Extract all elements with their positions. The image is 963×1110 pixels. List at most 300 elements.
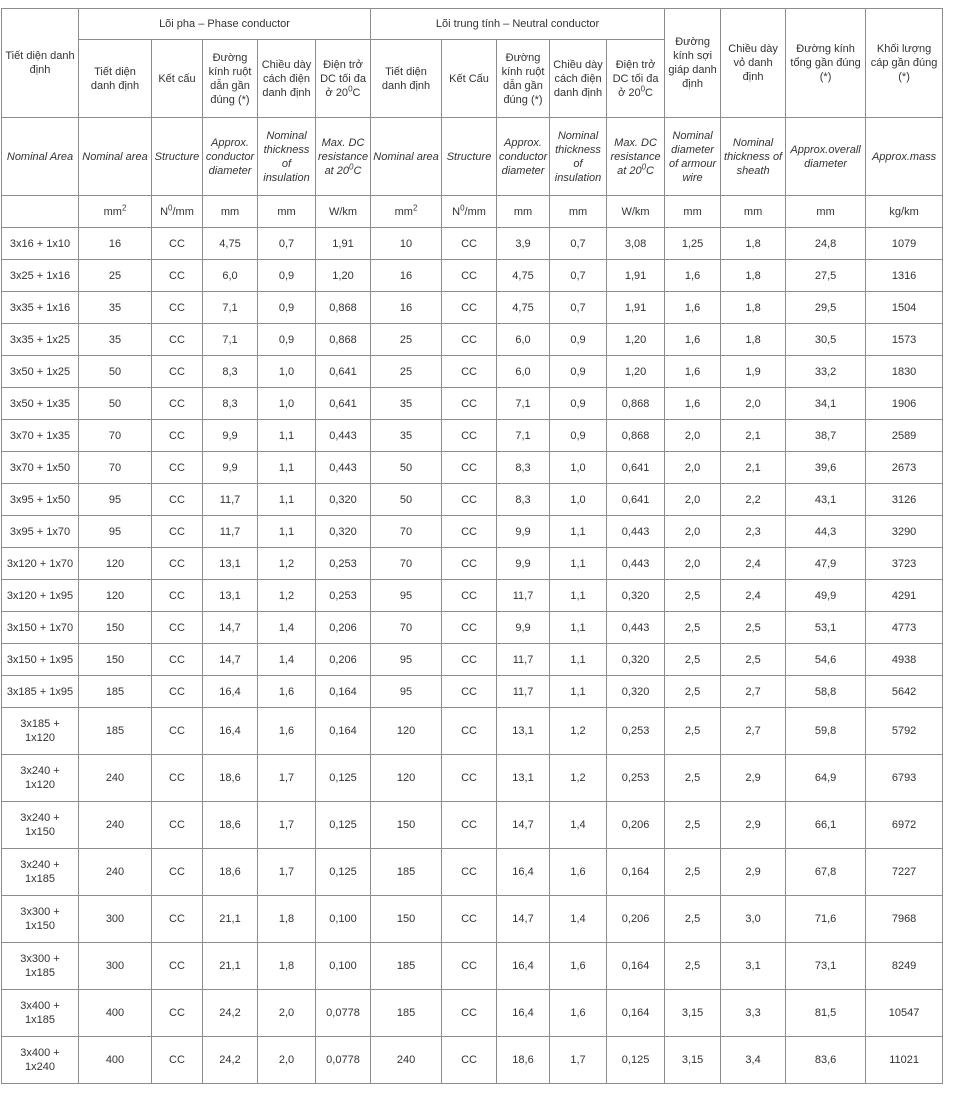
header-phase-diameter-en: Approx. conductor diameter [203,118,258,196]
cell-neutral-resistance: 1,20 [607,356,665,388]
cell-phase-insulation: 1,2 [258,580,316,612]
unit-neutral-area-sup: 2 [412,202,418,212]
cell-phase-diameter: 8,3 [203,388,258,420]
cell-phase-area: 240 [79,755,152,802]
unit-phase-structure-post: /mm [172,205,194,218]
header-neutral-resistance-en-text: Max. DC resistance at 20 [610,136,661,177]
cell-mass: 7227 [866,849,943,896]
unit-neutral-structure-post: /mm [464,205,486,218]
header-row-groups [2,9,943,40]
cell-phase-structure: CC [152,580,203,612]
unit-phase-area-text: mm [103,205,122,218]
cell-overall-diameter: 39,6 [786,452,866,484]
cell-sheath-thickness: 2,9 [721,802,786,849]
cell-neutral-area: 25 [371,324,442,356]
header-sheath-en: Nominal thickness of sheath [721,118,786,196]
cell-phase-insulation: 1,1 [258,516,316,548]
cell-phase-diameter: 24,2 [203,990,258,1037]
cell-sheath-thickness: 2,1 [721,452,786,484]
cell-phase-diameter: 14,7 [203,612,258,644]
header-phase-structure-vi: Kết cấu [152,40,203,118]
cell-phase-diameter: 6,0 [203,260,258,292]
cell-phase-insulation: 1,1 [258,484,316,516]
cell-neutral-area: 150 [371,896,442,943]
header-neutral-structure-en: Structure [442,118,497,196]
cell-sheath-thickness: 2,0 [721,388,786,420]
table-row [2,896,943,943]
cell-neutral-insulation: 1,6 [550,943,607,990]
cell-phase-resistance: 0,443 [316,452,371,484]
cell-neutral-area: 35 [371,420,442,452]
cell-phase-diameter: 11,7 [203,484,258,516]
table-row [2,644,943,676]
header-nominal-area-en: Nominal Area [2,118,79,196]
cell-neutral-diameter: 14,7 [497,896,550,943]
cell-neutral-insulation: 0,7 [550,260,607,292]
cell-neutral-structure: CC [442,356,497,388]
cell-armour-diameter: 2,5 [665,708,721,755]
cell-neutral-diameter: 9,9 [497,612,550,644]
header-phase-insulation-vi: Chiều dày cách điện danh định [258,40,316,118]
table-row [2,228,943,260]
cell-overall-diameter: 30,5 [786,324,866,356]
header-neutral-resistance-vi-unit: C [645,86,653,99]
cell-phase-insulation: 1,7 [258,802,316,849]
cell-neutral-diameter: 8,3 [497,484,550,516]
header-neutral-diameter-vi: Đường kính ruột dẫn gần đúng (*) [497,40,550,118]
cell-phase-resistance: 0,0778 [316,1037,371,1084]
cell-neutral-insulation: 1,2 [550,755,607,802]
cell-phase-area: 120 [79,580,152,612]
header-nominal-area-vi: Tiết diện danh định [2,9,79,118]
cell-phase-resistance: 0,868 [316,324,371,356]
cell-mass: 1079 [866,228,943,260]
cell-armour-diameter: 1,25 [665,228,721,260]
header-neutral-resistance-en [607,118,665,196]
cell-neutral-resistance: 0,443 [607,516,665,548]
cell-neutral-structure: CC [442,802,497,849]
table-row [2,708,943,755]
cell-neutral-diameter: 7,1 [497,420,550,452]
cell-neutral-insulation: 1,1 [550,548,607,580]
cell-neutral-area: 185 [371,849,442,896]
cell-cable-size: 3x35 + 1x16 [2,292,79,324]
cell-neutral-resistance: 0,868 [607,420,665,452]
table-row [2,612,943,644]
cell-neutral-insulation: 1,7 [550,1037,607,1084]
cell-neutral-insulation: 1,1 [550,516,607,548]
cell-phase-structure: CC [152,676,203,708]
cell-phase-diameter: 11,7 [203,516,258,548]
cell-neutral-insulation: 1,1 [550,612,607,644]
cell-phase-diameter: 9,9 [203,452,258,484]
cell-phase-area: 25 [79,260,152,292]
cell-neutral-diameter: 11,7 [497,644,550,676]
cell-sheath-thickness: 3,0 [721,896,786,943]
cell-neutral-area: 35 [371,388,442,420]
cell-phase-area: 400 [79,990,152,1037]
cell-armour-diameter: 2,0 [665,484,721,516]
unit-neutral-insulation: mm [550,196,607,228]
cell-mass: 5792 [866,708,943,755]
cell-phase-resistance: 0,641 [316,388,371,420]
table-row [2,452,943,484]
cell-mass: 3290 [866,516,943,548]
unit-neutral-diameter: mm [497,196,550,228]
unit-phase-structure-text: N [160,205,169,218]
cell-cable-size: 3x185 + 1x120 [2,708,79,755]
cell-phase-resistance: 0,443 [316,420,371,452]
header-phase-resistance-en-sup: 0 [349,161,354,171]
cell-neutral-structure: CC [442,228,497,260]
cell-armour-diameter: 2,5 [665,580,721,612]
header-phase-insulation-en: Nominal thickness of insulation [258,118,316,196]
cell-overall-diameter: 44,3 [786,516,866,548]
cell-phase-resistance: 0,125 [316,755,371,802]
cell-phase-resistance: 0,868 [316,292,371,324]
cell-neutral-area: 95 [371,676,442,708]
cell-neutral-structure: CC [442,452,497,484]
cell-armour-diameter: 3,15 [665,1037,721,1084]
cell-phase-insulation: 1,0 [258,356,316,388]
cell-neutral-diameter: 16,4 [497,943,550,990]
cell-overall-diameter: 43,1 [786,484,866,516]
cell-phase-diameter: 9,9 [203,420,258,452]
cell-mass: 1504 [866,292,943,324]
cell-neutral-area: 70 [371,548,442,580]
cell-neutral-resistance: 0,320 [607,676,665,708]
cell-neutral-resistance: 0,641 [607,452,665,484]
cell-neutral-diameter: 13,1 [497,708,550,755]
cell-neutral-diameter: 6,0 [497,324,550,356]
cell-mass: 1573 [866,324,943,356]
cell-neutral-structure: CC [442,260,497,292]
cell-neutral-area: 50 [371,452,442,484]
cell-armour-diameter: 2,5 [665,849,721,896]
cell-neutral-insulation: 1,6 [550,849,607,896]
cell-sheath-thickness: 3,4 [721,1037,786,1084]
cell-overall-diameter: 54,6 [786,644,866,676]
cell-neutral-resistance: 0,253 [607,708,665,755]
cell-neutral-insulation: 1,1 [550,644,607,676]
cell-phase-area: 35 [79,324,152,356]
cell-neutral-resistance: 0,206 [607,896,665,943]
cell-phase-insulation: 0,9 [258,260,316,292]
cell-sheath-thickness: 1,9 [721,356,786,388]
cell-phase-diameter: 4,75 [203,228,258,260]
cell-neutral-resistance: 0,443 [607,548,665,580]
cell-sheath-thickness: 2,9 [721,849,786,896]
cell-phase-resistance: 0,320 [316,484,371,516]
cell-neutral-resistance: 3,08 [607,228,665,260]
cell-neutral-resistance: 0,641 [607,484,665,516]
cell-mass: 11021 [866,1037,943,1084]
cell-phase-area: 120 [79,548,152,580]
cell-sheath-thickness: 2,9 [721,755,786,802]
cell-phase-resistance: 0,206 [316,612,371,644]
cell-cable-size: 3x300 + 1x150 [2,896,79,943]
cell-phase-diameter: 7,1 [203,292,258,324]
cell-mass: 8249 [866,943,943,990]
cell-phase-insulation: 0,7 [258,228,316,260]
cell-neutral-area: 70 [371,612,442,644]
unit-neutral-structure-text: N [452,205,461,218]
cell-sheath-thickness: 2,5 [721,612,786,644]
unit-sheath: mm [721,196,786,228]
cell-armour-diameter: 2,5 [665,896,721,943]
cell-phase-insulation: 1,2 [258,548,316,580]
cell-neutral-area: 25 [371,356,442,388]
table-row [2,755,943,802]
header-phase-structure-en: Structure [152,118,203,196]
cell-neutral-resistance: 0,206 [607,802,665,849]
cell-phase-resistance: 0,164 [316,676,371,708]
cell-armour-diameter: 2,0 [665,420,721,452]
cell-neutral-area: 10 [371,228,442,260]
cell-phase-resistance: 0,125 [316,802,371,849]
cell-neutral-structure: CC [442,708,497,755]
cell-phase-insulation: 1,1 [258,452,316,484]
cell-phase-insulation: 1,7 [258,755,316,802]
unit-neutral-area [371,196,442,228]
cell-neutral-resistance: 1,20 [607,324,665,356]
cell-neutral-structure: CC [442,676,497,708]
cell-neutral-diameter: 4,75 [497,292,550,324]
cell-phase-area: 150 [79,612,152,644]
cell-sheath-thickness: 3,1 [721,943,786,990]
cell-phase-resistance: 0,125 [316,849,371,896]
cell-armour-diameter: 1,6 [665,356,721,388]
cell-neutral-area: 95 [371,580,442,612]
cell-neutral-diameter: 16,4 [497,849,550,896]
cell-phase-area: 185 [79,708,152,755]
table-row [2,324,943,356]
cell-phase-diameter: 7,1 [203,324,258,356]
cell-neutral-area: 16 [371,260,442,292]
cell-armour-diameter: 3,15 [665,990,721,1037]
cell-sheath-thickness: 2,2 [721,484,786,516]
cell-phase-diameter: 14,7 [203,644,258,676]
cell-phase-structure: CC [152,228,203,260]
cell-cable-size: 3x120 + 1x70 [2,548,79,580]
cell-neutral-structure: CC [442,324,497,356]
cell-phase-area: 240 [79,849,152,896]
cell-sheath-thickness: 1,8 [721,260,786,292]
unit-phase-area [79,196,152,228]
cell-mass: 4291 [866,580,943,612]
cell-neutral-structure: CC [442,548,497,580]
cell-cable-size: 3x185 + 1x95 [2,676,79,708]
cell-phase-area: 240 [79,802,152,849]
cell-phase-resistance: 1,20 [316,260,371,292]
cell-cable-size: 3x70 + 1x50 [2,452,79,484]
cell-phase-insulation: 1,6 [258,676,316,708]
cell-neutral-insulation: 1,4 [550,896,607,943]
table-row [2,420,943,452]
cell-phase-resistance: 0,164 [316,708,371,755]
cell-neutral-insulation: 1,1 [550,580,607,612]
header-neutral-area-en: Nominal area [371,118,442,196]
header-phase-resistance-en-text: Max. DC resistance at 20 [318,136,369,177]
cell-phase-structure: CC [152,896,203,943]
cell-mass: 6972 [866,802,943,849]
unit-phase-diameter: mm [203,196,258,228]
cell-phase-insulation: 1,0 [258,388,316,420]
cell-phase-structure: CC [152,644,203,676]
header-row-units [2,196,943,228]
cell-neutral-structure: CC [442,849,497,896]
cell-neutral-insulation: 0,9 [550,324,607,356]
cell-phase-area: 70 [79,420,152,452]
cell-neutral-resistance: 0,320 [607,580,665,612]
header-neutral-resistance-vi-text: Điện trở DC tối đa ở 20 [612,58,659,99]
header-phase-resistance-vi-sup: 0 [348,83,353,93]
cell-phase-resistance: 0,253 [316,580,371,612]
cell-sheath-thickness: 2,7 [721,676,786,708]
cell-phase-diameter: 13,1 [203,548,258,580]
cell-phase-diameter: 21,1 [203,943,258,990]
unit-armour: mm [665,196,721,228]
header-neutral-conductor: Lõi trung tính – Neutral conductor [371,9,665,40]
cell-neutral-resistance: 0,320 [607,644,665,676]
cell-neutral-diameter: 9,9 [497,548,550,580]
cell-neutral-diameter: 6,0 [497,356,550,388]
cell-cable-size: 3x95 + 1x70 [2,516,79,548]
table-row [2,676,943,708]
cell-neutral-diameter: 3,9 [497,228,550,260]
cell-phase-diameter: 21,1 [203,896,258,943]
cell-mass: 3723 [866,548,943,580]
cell-phase-area: 300 [79,943,152,990]
cell-phase-resistance: 0,100 [316,896,371,943]
table-row [2,516,943,548]
cell-neutral-area: 50 [371,484,442,516]
cell-mass: 3126 [866,484,943,516]
cell-phase-insulation: 2,0 [258,990,316,1037]
cell-neutral-resistance: 0,164 [607,990,665,1037]
cell-neutral-structure: CC [442,516,497,548]
cell-overall-diameter: 59,8 [786,708,866,755]
cell-cable-size: 3x240 + 1x120 [2,755,79,802]
cell-sheath-thickness: 2,1 [721,420,786,452]
cell-neutral-resistance: 0,443 [607,612,665,644]
cell-neutral-area: 185 [371,943,442,990]
cell-sheath-thickness: 2,4 [721,548,786,580]
cell-armour-diameter: 2,5 [665,943,721,990]
header-phase-conductor: Lõi pha – Phase conductor [79,9,371,40]
cell-neutral-resistance: 0,125 [607,1037,665,1084]
cell-neutral-diameter: 11,7 [497,580,550,612]
unit-phase-structure-sup: 0 [168,202,173,212]
cell-neutral-structure: CC [442,896,497,943]
cell-neutral-diameter: 14,7 [497,802,550,849]
header-phase-diameter-vi: Đường kính ruột dẫn gần đúng (*) [203,40,258,118]
cell-neutral-insulation: 0,9 [550,356,607,388]
cell-phase-diameter: 8,3 [203,356,258,388]
header-armour-en: Nominal diameter of armour wire [665,118,721,196]
cell-armour-diameter: 2,0 [665,516,721,548]
cell-phase-structure: CC [152,292,203,324]
table-row [2,292,943,324]
header-row-en [2,118,943,196]
table-row [2,356,943,388]
cell-mass: 1830 [866,356,943,388]
cell-cable-size: 3x95 + 1x50 [2,484,79,516]
cell-phase-resistance: 0,641 [316,356,371,388]
cell-cable-size: 3x150 + 1x70 [2,612,79,644]
header-neutral-diameter-en: Approx. conductor diameter [497,118,550,196]
cell-mass: 10547 [866,990,943,1037]
cell-armour-diameter: 2,0 [665,548,721,580]
cell-phase-insulation: 1,1 [258,420,316,452]
cell-neutral-structure: CC [442,755,497,802]
cell-phase-area: 95 [79,516,152,548]
cell-phase-diameter: 18,6 [203,755,258,802]
cell-neutral-structure: CC [442,990,497,1037]
cell-phase-diameter: 16,4 [203,676,258,708]
cell-neutral-insulation: 1,1 [550,676,607,708]
cell-neutral-diameter: 18,6 [497,1037,550,1084]
cell-neutral-area: 70 [371,516,442,548]
cell-cable-size: 3x16 + 1x10 [2,228,79,260]
header-mass-vi: Khối lượng cáp gần đúng (*) [866,9,943,118]
cell-phase-structure: CC [152,990,203,1037]
cell-phase-diameter: 16,4 [203,708,258,755]
cell-neutral-resistance: 0,164 [607,943,665,990]
cell-phase-insulation: 0,9 [258,324,316,356]
cell-overall-diameter: 83,6 [786,1037,866,1084]
unit-neutral-resistance: W/km [607,196,665,228]
cell-phase-diameter: 18,6 [203,849,258,896]
cell-mass: 1906 [866,388,943,420]
cell-neutral-insulation: 1,2 [550,708,607,755]
cell-neutral-area: 120 [371,708,442,755]
cell-cable-size: 3x400 + 1x240 [2,1037,79,1084]
cell-mass: 7968 [866,896,943,943]
cell-phase-resistance: 0,320 [316,516,371,548]
table-row [2,548,943,580]
cell-neutral-diameter: 11,7 [497,676,550,708]
cell-cable-size: 3x240 + 1x150 [2,802,79,849]
cell-overall-diameter: 53,1 [786,612,866,644]
cell-phase-structure: CC [152,1037,203,1084]
cell-phase-insulation: 1,7 [258,849,316,896]
cell-overall-diameter: 67,8 [786,849,866,896]
unit-neutral-structure-sup: 0 [460,202,465,212]
unit-phase-structure [152,196,203,228]
cell-neutral-diameter: 16,4 [497,990,550,1037]
cell-phase-area: 400 [79,1037,152,1084]
cell-neutral-resistance: 1,91 [607,292,665,324]
cell-phase-resistance: 0,0778 [316,990,371,1037]
cell-phase-structure: CC [152,849,203,896]
header-neutral-resistance-en-unit: C [646,164,654,177]
cell-cable-size: 3x35 + 1x25 [2,324,79,356]
cell-neutral-area: 240 [371,1037,442,1084]
cell-phase-structure: CC [152,260,203,292]
header-neutral-insulation-en: Nominal thickness of insulation [550,118,607,196]
cell-neutral-resistance: 0,164 [607,849,665,896]
cell-overall-diameter: 38,7 [786,420,866,452]
cell-overall-diameter: 66,1 [786,802,866,849]
cell-overall-diameter: 24,8 [786,228,866,260]
cell-neutral-resistance: 0,253 [607,755,665,802]
header-neutral-resistance-vi [607,40,665,118]
cell-neutral-structure: CC [442,484,497,516]
cell-phase-area: 300 [79,896,152,943]
cell-neutral-diameter: 8,3 [497,452,550,484]
cell-phase-resistance: 1,91 [316,228,371,260]
